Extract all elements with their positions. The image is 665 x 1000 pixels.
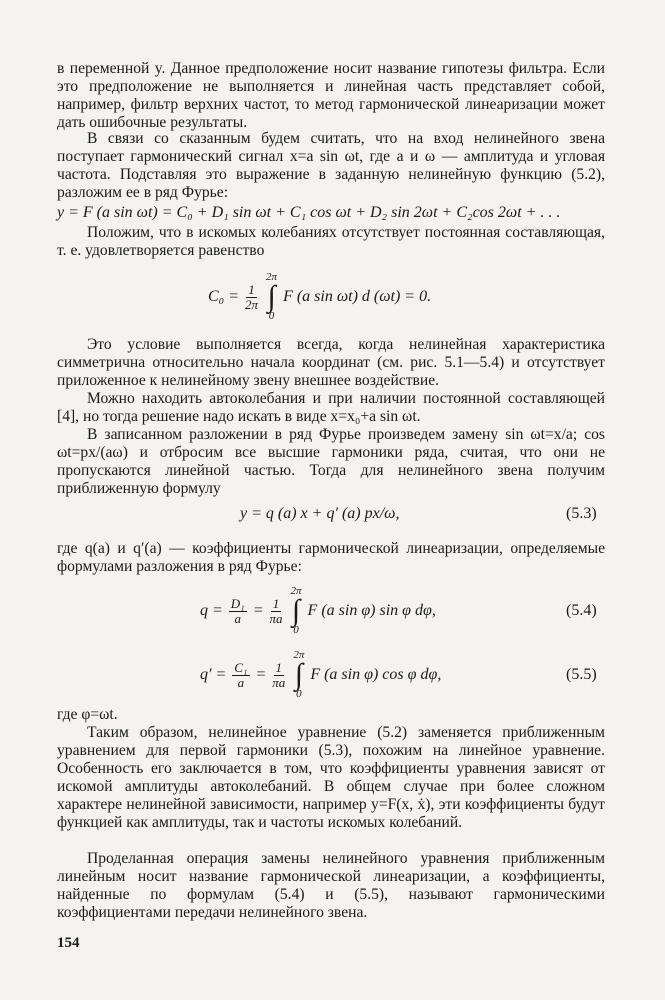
- equation-c0: [208, 268, 431, 326]
- fraction-c1-over-a: [232, 661, 249, 690]
- fraction-1-over-pia: [272, 661, 285, 690]
- integral-upper: 2π: [290, 585, 302, 597]
- integral-symbol: ∫: [294, 658, 303, 691]
- equation-number-5-5: (5.5): [566, 666, 597, 683]
- eq55-rhs: F (a sin φ) cos φ dφ,: [310, 666, 442, 683]
- frac-den: πa: [269, 610, 283, 626]
- paragraph-linearization-coefficients: где q(a) и q′(a) — коэффициенты гармонической линеаризации, определяемые формулами разложения в ряд Фурье:: [57, 540, 605, 575]
- frac-den: a: [234, 610, 241, 626]
- frac-num: D₁: [230, 595, 245, 611]
- frac-num: 1: [272, 595, 280, 611]
- integral-lower: 0: [293, 624, 299, 636]
- paragraph-harmonic-input: В связи со сказанным будем считать, что на вход нелинейного звена поступает гармонический сигнал x=a sin ωt, где a и ω — амплитуда и угловая частота. Подставляя это выражение в заданную нелинейную функцию (5.2), разложим ее в ряд Фурье:: [57, 130, 605, 201]
- equation-number-5-4: (5.4): [566, 602, 597, 619]
- paragraph-harmonic-linearization: Проделанная операция замены нелинейного уравнения приближенным линейным носит название гармонической линеаризации, а коэффициенты, найденные по формулам (5.4) и (5.5), называют гармоническими коэффициентами передачи нелинейного звена.: [57, 850, 605, 921]
- frac-num: C₁: [234, 659, 248, 675]
- paragraph-phi-definition: где φ=ωt.: [57, 706, 118, 723]
- frac-num: 1: [248, 281, 255, 297]
- equation-5-4: q = $\frac{\text{D₁}}{a}$ = $\frac{1}{\pi a}$ 2π ∫ 0 F (a sin φ) sin φ dφ,: [200, 585, 436, 636]
- eq55-lhs: q′ =: [200, 666, 227, 683]
- frac-num: 1: [275, 659, 283, 675]
- integral-upper: 2π: [266, 271, 278, 283]
- equation-fourier-series: y = F (a sin ωt) = C₀ + D₁ sin ωt + C₁ cos ωt + D₂ sin 2ωt + C₂cos 2ωt + . . .: [57, 204, 561, 221]
- integral-sign: [293, 650, 304, 700]
- equation-5-3: y = q (a) x + q′ (a) px/ω,: [240, 505, 400, 522]
- fraction-1-over-2pi: [245, 283, 258, 312]
- integral-sign: [291, 586, 302, 636]
- equation-number-5-3: (5.3): [566, 505, 597, 522]
- integral-lower: 0: [268, 310, 275, 322]
- paragraph-conclusion: Таким образом, нелинейное уравнение (5.2) заменяется приближенным уравнением для первой гармоники (5.3), похожим на линейное уравнение. Особенность его заключается в том, что коэффициенты уравнения зависят от искомой амплитуды автоколебаний. В общем случае при более сложном характере нелинейной зависимости, например y=F(x, ẋ), эти коэффициенты будут функцией как амплитуды, так и частоты искомых колебаний.: [57, 724, 605, 831]
- paragraph-substitution: В записанном разложении в ряд Фурье произведем замену sin ωt=x/a; cos ωt=px/(aω) и отбросим все высшие гармоники ряда, считая, что они не пропускаются линейной частью. Тогда для нелинейного звена получим приближенную формулу: [57, 426, 605, 497]
- frac-den: 2π: [245, 296, 259, 312]
- paragraph-constant-component: Положим, что в искомых колебаниях отсутствует постоянная составляющая, т. е. удовлетворяется равенство: [57, 224, 605, 259]
- fraction-1-over-pia: [270, 597, 283, 626]
- integral-upper: 2π: [293, 649, 305, 661]
- c0-lhs: C₀ =: [208, 288, 240, 305]
- page-number: 154: [57, 935, 80, 951]
- equation-5-5: q′ = $\frac{\text{C₁}}{a}$ = $\frac{1}{\pi a}$ 2π ∫ 0 F (a sin φ) cos φ dφ,: [200, 649, 442, 700]
- paragraph-filter-hypothesis: в переменной y. Данное предположение носит название гипотезы фильтра. Если это предположение не выполняется и линейная часть представляет собой, например, фильтр верхних частот, то метод гармонической линеаризации может дать ошибочные результаты.: [57, 60, 605, 131]
- eq54-lhs: q =: [200, 602, 223, 619]
- integral-symbol: ∫: [291, 594, 301, 627]
- integral-sign: [266, 272, 277, 322]
- frac-den: πa: [272, 674, 286, 690]
- integral-lower: 0: [296, 688, 302, 700]
- eq54-rhs: F (a sin φ) sin φ dφ,: [307, 602, 436, 619]
- fraction-d1-over-a: [229, 597, 247, 626]
- frac-den: a: [237, 674, 245, 690]
- integral-symbol: ∫: [267, 280, 276, 313]
- paragraph-self-oscillation: Можно находить автоколебания и при наличии постоянной составляющей [4], но тогда решение надо искать в виде x=x₀+a sin ωt.: [57, 390, 605, 425]
- paragraph-symmetry-condition: Это условие выполняется всегда, когда нелинейная характеристика симметрична относительно начала координат (см. рис. 5.1—5.4) и отсутствует приложенное к нелинейному звену внешнее воздействие.: [57, 336, 605, 389]
- c0-rhs: F (a sin ωt) d (ωt) = 0.: [283, 288, 432, 305]
